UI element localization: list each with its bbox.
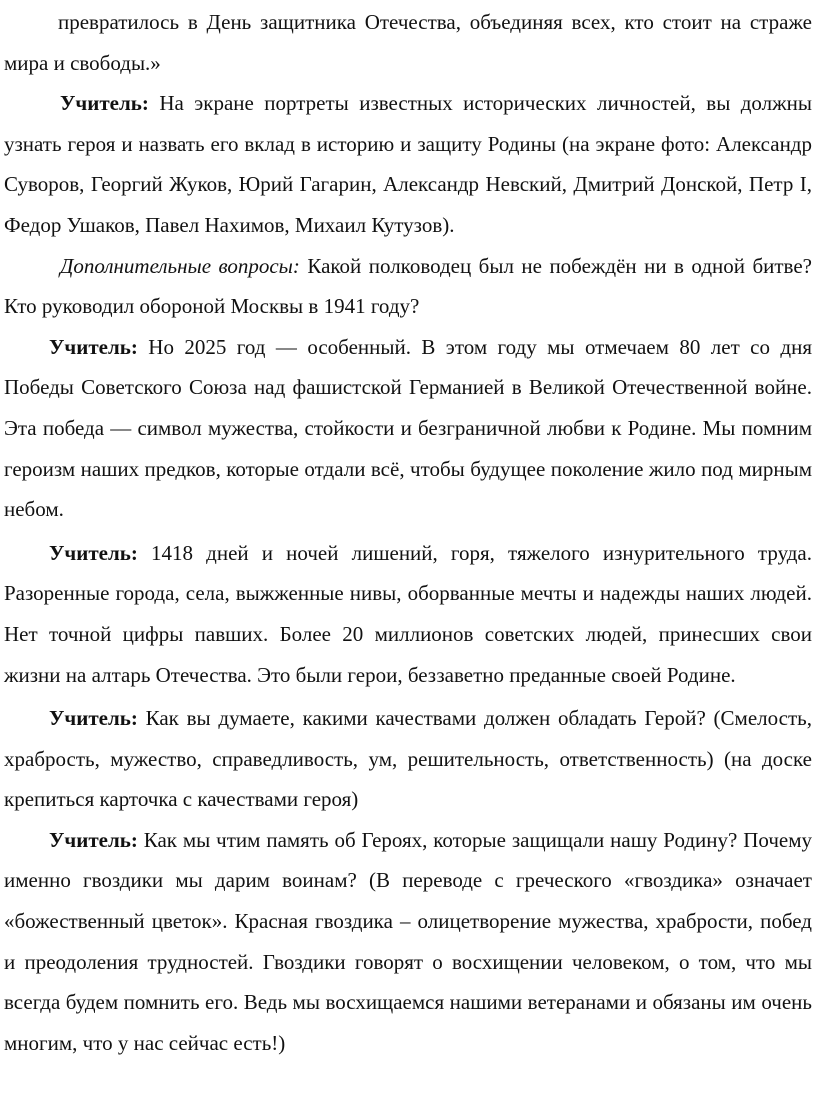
paragraph-carnations: [4, 820, 812, 1064]
paragraph-text: 1418 дней и ночей лишений, горя, тяжелого изнурительного труда. Разоренные города, села, выжженные нивы, оборванные мечты и надежды наших людей. Нет точной цифры павших. Более 20 миллионов советских людей, принесших свои жизни на алтарь Отечества. Это были герои, беззаветно преданные своей Родине.: [4, 540, 812, 687]
speaker-label: Учитель:: [49, 334, 138, 359]
paragraph-victory-anniversary: [4, 327, 812, 530]
paragraph-text: превратилось в День защитника Отечества, объединяя всех, кто стоит на страже мира и свободы.»: [4, 10, 812, 75]
paragraph-text: Как вы думаете, какими качествами должен обладать Герой? (Смелость, храбрость, мужество, справедливость, ум, решительность, ответственность) (на доске крепиться карточка с качествами героя): [4, 706, 812, 812]
paragraph-hero-qualities: [4, 698, 812, 820]
speaker-label: Учитель:: [49, 827, 138, 852]
paragraph-text: Но 2025 год — особенный. В этом году мы отмечаем 80 лет со дня Победы Советского Союза над фашистской Германией в Великой Отечественной войне. Эта победа — символ мужества, стойкости и безграничной любви к Родине. Мы помним героизм наших предков, которые отдали всё, чтобы будущее поколение жило под мирным небом.: [4, 334, 812, 522]
paragraph-1418-days: [4, 533, 812, 695]
paragraph-text: На экране портреты известных исторических личностей, вы должны узнать героя и назвать его вклад в историю и защиту Родины (на экране фото: Александр Суворов, Георгий Жуков, Юрий Гагарин, Александр Невский, Дмитрий Донской, Петр I, Федор Ушаков, Павел Нахимов, Михаил Кутузов).: [4, 91, 812, 237]
paragraph-text: Как мы чтим память об Героях, которые защищали нашу Родину? Почему именно гвоздики мы дарим воинам? (В переводе с греческого «гвоздика» означает «божественный цветок». Красная гвоздика – олицетворение мужества, храбрости, побед и преодоления трудностей. Гвоздики говорят о восхищении человеком, о том, что мы всегда будем помнить его. Ведь мы восхищаемся нашими ветеранами и обязаны им очень многим, что у нас сейчас есть!): [4, 827, 812, 1055]
paragraph-portraits: [4, 83, 812, 245]
extra-questions-label: Дополнительные вопросы:: [60, 253, 300, 278]
paragraph-intro-ending: [4, 2, 812, 83]
paragraph-extra-questions: [4, 246, 812, 327]
speaker-label: Учитель:: [60, 91, 149, 116]
paragraph-text: Какой полководец был не побеждён ни в одной битве? Кто руководил обороной Москвы в 1941 году?: [4, 253, 812, 319]
speaker-label: Учитель:: [49, 540, 138, 565]
speaker-label: Учитель:: [49, 706, 138, 731]
